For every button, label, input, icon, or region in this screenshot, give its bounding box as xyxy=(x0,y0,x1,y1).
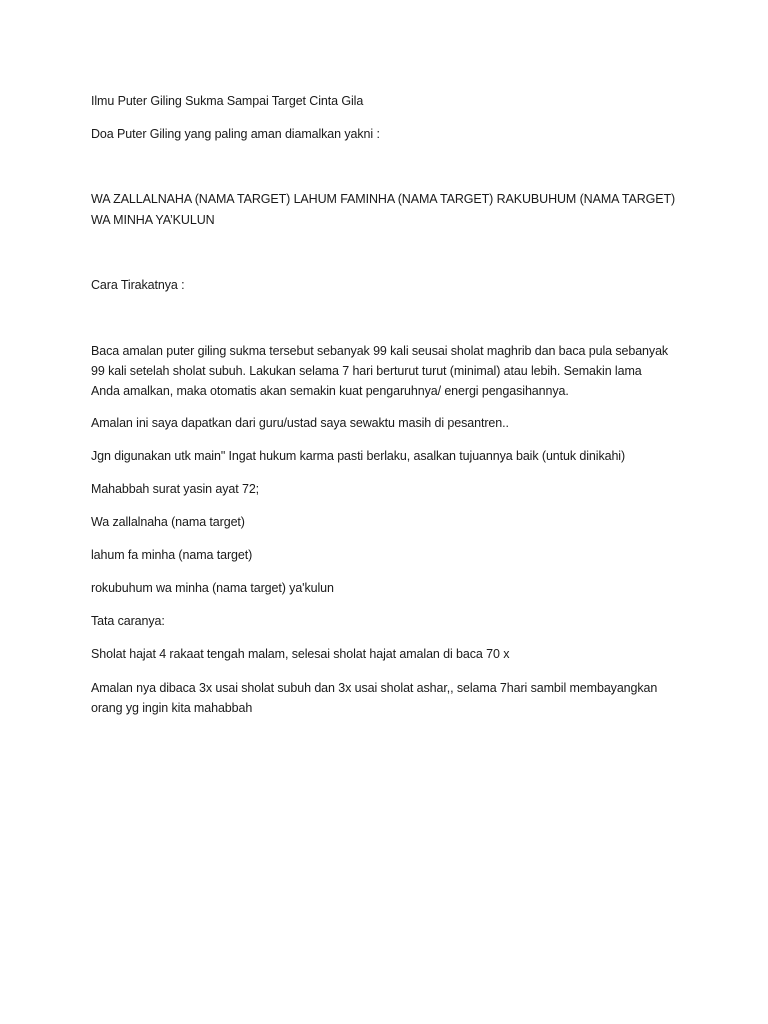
cara-heading: Cara Tirakatnya : xyxy=(91,278,185,292)
closing-line: Amalan nya dibaca 3x usai sholat subuh dan 3x usai sholat ashar,, selama 7hari sambil membayangkan xyxy=(91,681,658,695)
source-note: Amalan ini saya dapatkan dari guru/ustad saya sewaktu masih di pesantren.. xyxy=(91,416,509,430)
intro-text: Doa Puter Giling yang paling aman diamalkan yakni : xyxy=(91,127,380,141)
tata-step: Sholat hajat 4 rakaat tengah malam, selesai sholat hajat amalan di baca 70 x xyxy=(91,647,510,661)
mantra-line: WA MINHA YA’KULUN xyxy=(91,213,215,227)
cara-body-line: Baca amalan puter giling sukma tersebut sebanyak 99 kali seusai sholat maghrib dan baca pula sebanyak xyxy=(91,344,669,358)
verse-line: rokubuhum wa minha (nama target) ya'kulun xyxy=(91,581,334,595)
document-title: Ilmu Puter Giling Sukma Sampai Target Cinta Gila xyxy=(91,94,364,108)
closing-line: orang yg ingin kita mahabbah xyxy=(91,701,253,715)
tata-heading: Tata caranya: xyxy=(91,614,165,628)
warning-text: Jgn digunakan utk main" Ingat hukum karma pasti berlaku, asalkan tujuannya baik (untuk dinikahi) xyxy=(91,449,626,463)
mahabbah-heading: Mahabbah surat yasin ayat 72; xyxy=(91,482,260,496)
cara-body-line: 99 kali setelah sholat subuh. Lakukan selama 7 hari berturut turut (minimal) atau lebih. Semakin lama xyxy=(91,364,642,378)
mantra-line: WA ZALLALNAHA (NAMA TARGET) LAHUM FAMINHA (NAMA TARGET) RAKUBUHUM (NAMA TARGET) xyxy=(91,192,676,206)
verse-line: lahum fa minha (nama target) xyxy=(91,548,253,562)
verse-line: Wa zallalnaha (nama target) xyxy=(91,515,245,529)
cara-body-line: Anda amalkan, maka otomatis akan semakin kuat pengaruhnya/ energi pengasihannya. xyxy=(91,384,569,398)
